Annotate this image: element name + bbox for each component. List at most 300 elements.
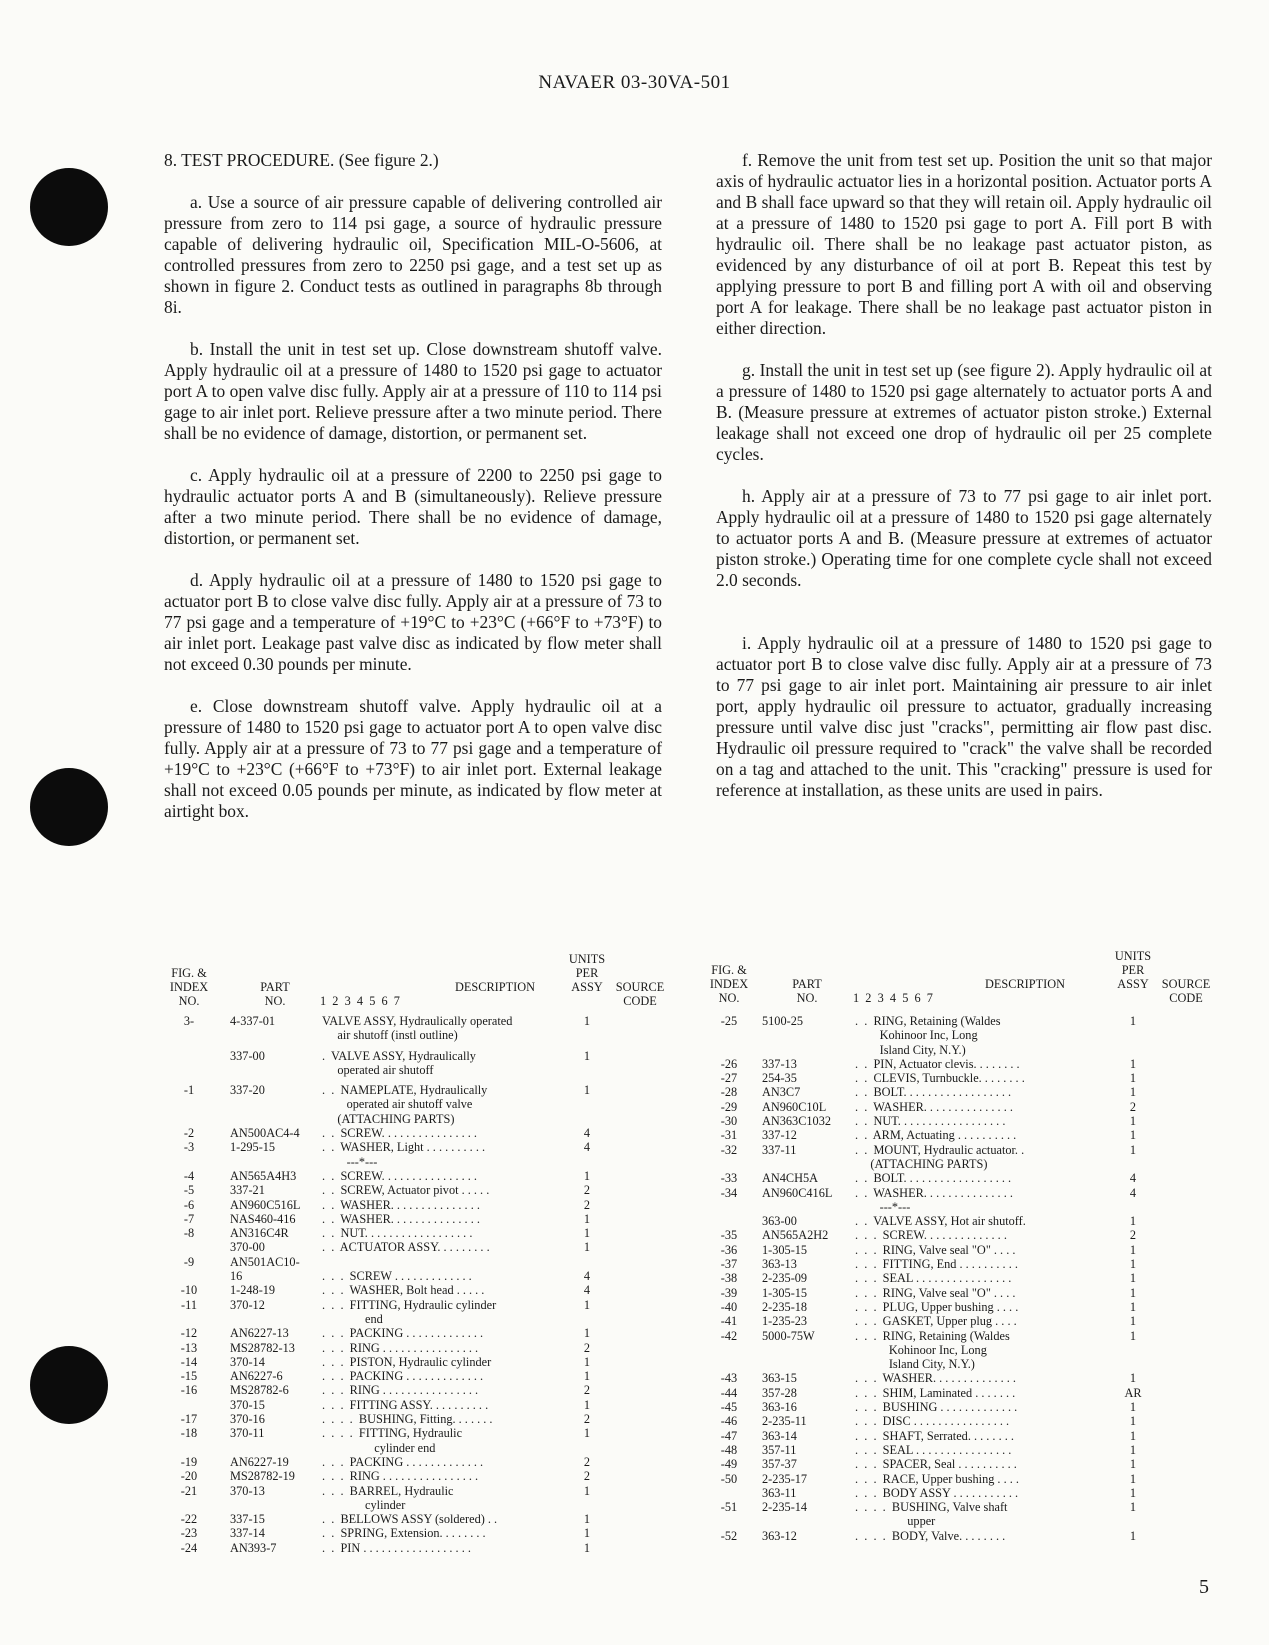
units-per-assy-cell: 1: [583, 1512, 591, 1527]
fig-index-cell: -7: [183, 1211, 195, 1226]
part-number-cell: 5100-25: [762, 1014, 803, 1028]
part-number-cell: 363-00: [762, 1214, 797, 1229]
description-cell: . . . FITTING ASSY. . . . . . . . . .: [322, 1397, 489, 1412]
units-per-assy-cell: 1: [583, 1369, 591, 1384]
part-number-cell: 2-235-18: [762, 1299, 808, 1314]
table-row: [160, 1226, 680, 1240]
description-cell: . . . PACKING . . . . . . . . . . . . .: [322, 1369, 484, 1384]
header-fig-index: FIG. & INDEX NO.: [169, 966, 209, 1008]
description-cell: . . WASHER. . . . . . . . . . . . . . .: [322, 1211, 480, 1226]
fig-index-cell: -8: [183, 1226, 195, 1241]
description-cell: . . MOUNT, Hydraulic actuator. . (ATTACHING PARTS): [855, 1142, 1025, 1171]
table-row: [700, 1400, 1220, 1414]
fig-index-cell: -23: [180, 1526, 198, 1541]
right-text-column: [716, 150, 1212, 822]
binder-hole-top: [30, 168, 108, 246]
units-per-assy-cell: 1: [583, 1483, 591, 1498]
units-per-assy-cell: 1: [583, 1083, 591, 1098]
fig-index-cell: -36: [720, 1242, 738, 1257]
description-cell: . . NUT. . . . . . . . . . . . . . . . . .: [855, 1114, 1006, 1129]
part-number-cell: 357-28: [762, 1385, 797, 1400]
table-row: [160, 1198, 680, 1212]
table-row: [700, 1386, 1220, 1400]
part-number-cell: 363-14: [762, 1428, 797, 1443]
table-row: [160, 1526, 680, 1540]
description-cell: . . . SCREW. . . . . . . . . . . . . .: [855, 1228, 1007, 1243]
fig-index-cell: -25: [720, 1014, 738, 1028]
table-row: [700, 1371, 1220, 1385]
header-levels: 1 2 3 4 5 6 7: [853, 991, 933, 1005]
binder-hole-middle: [30, 768, 108, 846]
table-row: [700, 1243, 1220, 1257]
units-per-assy-cell: 1: [1129, 1114, 1137, 1129]
description-cell: . . . RING . . . . . . . . . . . . . . . .: [322, 1340, 479, 1355]
fig-index-cell: -42: [720, 1328, 738, 1343]
part-number-cell: 357-37: [762, 1457, 797, 1472]
header-description: DESCRIPTION: [985, 977, 1065, 991]
units-per-assy-cell: 4: [583, 1140, 591, 1155]
description-cell: . . . SHIM, Laminated . . . . . . .: [855, 1385, 1016, 1400]
part-number-cell: 363-12: [762, 1528, 797, 1543]
fig-index-cell: -14: [180, 1354, 198, 1369]
fig-index-cell: -38: [720, 1271, 738, 1286]
fig-index-cell: -26: [720, 1056, 738, 1071]
fig-index-cell: -18: [180, 1426, 198, 1441]
table-row: [160, 1326, 680, 1340]
fig-index-cell: -44: [720, 1385, 738, 1400]
fig-index-cell: -17: [180, 1412, 198, 1427]
units-per-assy-cell: 1: [583, 1526, 591, 1541]
description-cell: . . WASHER, Light . . . . . . . . . . ---*---: [322, 1140, 486, 1169]
units-per-assy-cell: 1: [1129, 1285, 1137, 1300]
part-number-cell: 370-11: [230, 1426, 265, 1441]
units-per-assy-cell: 1: [1129, 1528, 1137, 1543]
part-number-cell: 2-235-14: [762, 1500, 808, 1515]
part-number-cell: 370-12: [230, 1297, 265, 1312]
description-cell: . . RING, Retaining (Waldes Kohinoor Inc, Long Island City, N.Y.): [855, 1014, 1001, 1057]
units-per-assy-cell: 2: [1129, 1228, 1137, 1243]
part-number-cell: AN565A2H2: [762, 1228, 829, 1243]
parts-list-left: [160, 952, 680, 1555]
fig-index-cell: -28: [720, 1085, 738, 1100]
table-row: [160, 1341, 680, 1355]
description-cell: . . NUT. . . . . . . . . . . . . . . . . .: [322, 1226, 473, 1241]
fig-index-cell: -24: [180, 1540, 198, 1555]
description-cell: . . BELLOWS ASSY (soldered) . .: [322, 1512, 498, 1527]
part-number-cell: AN960C416L: [762, 1185, 833, 1200]
table-row: [700, 1286, 1220, 1300]
part-number-cell: 1-305-15: [762, 1242, 808, 1257]
units-per-assy-cell: 4: [1129, 1171, 1137, 1186]
part-number-cell: 337-00: [230, 1048, 265, 1063]
units-per-assy-cell: 1: [583, 1168, 591, 1183]
part-number-cell: AN500AC4-4: [230, 1126, 300, 1141]
description-cell: . . ACTUATOR ASSY. . . . . . . . .: [322, 1240, 490, 1255]
table-row: [160, 1049, 680, 1078]
description-cell: . . . SHAFT, Serrated. . . . . . . .: [855, 1428, 1014, 1443]
units-per-assy-cell: 2: [583, 1412, 591, 1427]
description-cell: . . . BODY ASSY . . . . . . . . . . .: [855, 1485, 1019, 1500]
section-heading: 8. TEST PROCEDURE. (See figure 2.): [164, 150, 439, 170]
description-cell: . . . . FITTING, Hydraulic cylinder end: [322, 1426, 463, 1455]
table-row: [700, 1071, 1220, 1085]
part-number-cell: MS28782-13: [230, 1340, 295, 1355]
description-cell: . . . SEAL . . . . . . . . . . . . . . . .: [855, 1442, 1012, 1457]
fig-index-cell: -35: [720, 1228, 738, 1243]
table-row: [700, 1329, 1220, 1372]
header-description: DESCRIPTION: [455, 980, 535, 994]
paragraph-h: h. Apply air at a pressure of 73 to 77 psi gage to air inlet port. Apply hydraulic oil at a pressure of 1480 to 1520 psi gage alternately to actuator ports A and B. (Measure pressure at extremes of actuator piston stroke.) Operating time for one complete cycle shall not exceed 2.0 seconds.: [716, 486, 1212, 590]
description-cell: . . SCREW, Actuator pivot . . . . .: [322, 1183, 490, 1198]
fig-index-cell: -1: [183, 1083, 195, 1098]
table-row: [700, 1429, 1220, 1443]
table-row: [160, 1412, 680, 1426]
description-cell: . . . . BUSHING, Valve shaft upper: [855, 1500, 1008, 1529]
part-number-cell: AN6227-6: [230, 1369, 283, 1384]
units-per-assy-cell: 1: [1129, 1257, 1137, 1272]
fig-index-cell: -41: [720, 1314, 738, 1329]
units-per-assy-cell: 2: [583, 1197, 591, 1212]
header-fig-index: FIG. & INDEX NO.: [709, 963, 749, 1005]
units-per-assy-cell: 4: [583, 1283, 591, 1298]
part-number-cell: 337-20: [230, 1083, 265, 1098]
fig-index-cell: -49: [720, 1457, 738, 1472]
parts-table-header: [160, 952, 680, 1014]
units-per-assy-cell: AR: [1124, 1385, 1142, 1400]
part-number-cell: AN3C7: [762, 1085, 801, 1100]
part-number-cell: 1-235-23: [762, 1314, 808, 1329]
header-source-code: SOURCE CODE: [1161, 977, 1211, 1005]
units-per-assy-cell: 1: [1129, 1414, 1137, 1429]
units-per-assy-cell: 1: [1129, 1242, 1137, 1257]
part-number-cell: AN960C10L: [762, 1099, 827, 1114]
part-number-cell: AN565A4H3: [230, 1168, 297, 1183]
part-number-cell: 1-295-15: [230, 1140, 276, 1155]
fig-index-cell: -30: [720, 1114, 738, 1129]
fig-index-cell: -13: [180, 1340, 198, 1355]
units-per-assy-cell: 1: [1129, 1056, 1137, 1071]
part-number-cell: 337-14: [230, 1526, 265, 1541]
part-number-cell: 254-35: [762, 1071, 797, 1086]
part-number-cell: 370-00: [230, 1240, 265, 1255]
part-number-cell: AN6227-13: [230, 1326, 289, 1341]
description-cell: . . . RING . . . . . . . . . . . . . . . .: [322, 1469, 479, 1484]
part-number-cell: 1-305-15: [762, 1285, 808, 1300]
units-per-assy-cell: 4: [583, 1126, 591, 1141]
table-row: [160, 1212, 680, 1226]
fig-index-cell: -32: [720, 1142, 738, 1157]
part-number-cell: 5000-75W: [762, 1328, 815, 1343]
units-per-assy-cell: 4: [1129, 1185, 1137, 1200]
part-number-cell: AN960C516L: [230, 1197, 301, 1212]
header-source-code: SOURCE CODE: [615, 980, 665, 1008]
description-cell: . . . RING, Valve seal "O" . . . .: [855, 1242, 1016, 1257]
description-cell: . . SPRING, Extension. . . . . . . .: [322, 1526, 486, 1541]
units-per-assy-cell: 2: [583, 1183, 591, 1198]
description-cell: . . . DISC . . . . . . . . . . . . . . . .: [855, 1414, 1010, 1429]
units-per-assy-cell: 1: [583, 1048, 591, 1063]
fig-index-cell: -27: [720, 1071, 738, 1086]
fig-index-cell: -19: [180, 1454, 198, 1469]
units-per-assy-cell: 2: [583, 1340, 591, 1355]
table-row: [700, 1057, 1220, 1071]
description-cell: . . SCREW. . . . . . . . . . . . . . . .: [322, 1168, 477, 1183]
paragraph-a: a. Use a source of air pressure capable of delivering controlled air pressure from zero to 114 psi gage, a source of hydraulic pressure capable of delivering hydraulic oil, Specification MIL-O-5606, at controlled pressures from zero to 2250 psi gage, and a test set up as shown in figure 2. Conduct tests as outlined in paragraphs 8b through 8i.: [164, 192, 662, 317]
part-number-cell: AN393-7: [230, 1540, 277, 1555]
units-per-assy-cell: 1: [583, 1397, 591, 1412]
description-cell: . . . SCREW . . . . . . . . . . . . .: [322, 1269, 472, 1284]
units-per-assy-cell: 1: [1129, 1214, 1137, 1229]
fig-index-cell: -29: [720, 1099, 738, 1114]
description-cell: . . WASHER. . . . . . . . . . . . . . .: [855, 1099, 1013, 1114]
description-cell: . . BOLT. . . . . . . . . . . . . . . . . .: [855, 1171, 1012, 1186]
description-cell: VALVE ASSY, Hydraulically operated air shutoff (instl outline): [322, 1014, 513, 1043]
description-cell: . . . RING . . . . . . . . . . . . . . . .: [322, 1383, 479, 1398]
units-per-assy-cell: 2: [1129, 1099, 1137, 1114]
table-row: [160, 1484, 680, 1513]
header-units: UNITS PER ASSY: [568, 952, 606, 994]
fig-index-cell: -2: [183, 1126, 195, 1141]
header-units: UNITS PER ASSY: [1114, 949, 1152, 991]
units-per-assy-cell: 1: [1129, 1142, 1137, 1157]
units-per-assy-cell: 1: [1129, 1371, 1137, 1386]
part-number-cell: 363-16: [762, 1400, 797, 1415]
parts-rows-right: [700, 1014, 1220, 1543]
description-cell: . . . BARREL, Hydraulic cylinder: [322, 1483, 454, 1512]
description-cell: . . . SEAL . . . . . . . . . . . . . . . .: [855, 1271, 1012, 1286]
fig-index-cell: -22: [180, 1512, 198, 1527]
fig-index-cell: -48: [720, 1442, 738, 1457]
part-number-cell: 363-15: [762, 1371, 797, 1386]
fig-index-cell: -3: [183, 1140, 195, 1155]
table-row: [700, 1472, 1220, 1486]
description-cell: . . . FITTING, Hydraulic cylinder end: [322, 1297, 497, 1326]
fig-index-cell: -10: [180, 1283, 198, 1298]
binder-hole-bottom: [30, 1346, 108, 1424]
part-number-cell: MS28782-6: [230, 1383, 289, 1398]
units-per-assy-cell: 1: [1129, 1485, 1137, 1500]
units-per-assy-cell: 1: [1129, 1442, 1137, 1457]
header-part-no: PART NO.: [260, 980, 290, 1008]
table-row: [160, 1298, 680, 1327]
part-number-cell: NAS460-416: [230, 1211, 296, 1226]
table-row: [700, 1186, 1220, 1215]
part-number-cell: 337-12: [762, 1128, 797, 1143]
part-number-cell: 337-13: [762, 1056, 797, 1071]
units-per-assy-cell: 1: [1129, 1014, 1137, 1028]
table-row: [700, 1529, 1220, 1543]
units-per-assy-cell: 1: [1129, 1328, 1137, 1343]
table-row: [160, 1240, 680, 1254]
part-number-cell: AN316C4R: [230, 1226, 289, 1241]
part-number-cell: 363-13: [762, 1257, 797, 1272]
units-per-assy-cell: 1: [1129, 1457, 1137, 1472]
table-row: [160, 1426, 680, 1455]
table-row: [700, 1014, 1220, 1057]
units-per-assy-cell: 2: [583, 1469, 591, 1484]
table-row: [700, 1171, 1220, 1185]
part-number-cell: AN6227-19: [230, 1454, 289, 1469]
description-cell: . . . . BODY, Valve. . . . . . . .: [855, 1528, 1006, 1543]
units-per-assy-cell: 1: [1129, 1271, 1137, 1286]
fig-index-cell: -43: [720, 1371, 738, 1386]
description-cell: . . WASHER. . . . . . . . . . . . . . .: [322, 1197, 480, 1212]
description-cell: . . . PLUG, Upper bushing . . . .: [855, 1299, 1019, 1314]
description-cell: . . NAMEPLATE, Hydraulically operated air shutoff valve (ATTACHING PARTS): [322, 1083, 488, 1126]
fig-index-cell: -45: [720, 1400, 738, 1415]
table-row: [160, 1369, 680, 1383]
paragraph-g: g. Install the unit in test set up (see figure 2). Apply hydraulic oil at a pressure of 1480 to 1520 psi gage alternately to actuator ports A and B. (Measure pressure at extremes of actuator piston stroke.) External leakage shall not exceed one drop of hydraulic oil per 25 complete cycles.: [716, 360, 1212, 464]
table-row: [160, 1255, 680, 1284]
units-per-assy-cell: 1: [583, 1426, 591, 1441]
fig-index-cell: -16: [180, 1383, 198, 1398]
description-cell: . . . BUSHING . . . . . . . . . . . . .: [855, 1400, 1018, 1415]
units-per-assy-cell: 1: [1129, 1314, 1137, 1329]
table-row: [160, 1469, 680, 1483]
description-cell: . . . SPACER, Seal . . . . . . . . . .: [855, 1457, 1017, 1472]
description-cell: . . BOLT. . . . . . . . . . . . . . . . . .: [855, 1085, 1012, 1100]
units-per-assy-cell: 1: [583, 1297, 591, 1312]
units-per-assy-cell: 2: [583, 1383, 591, 1398]
fig-index-cell: -37: [720, 1257, 738, 1272]
description-cell: . . . WASHER, Bolt head . . . . .: [322, 1283, 485, 1298]
table-row: [160, 1455, 680, 1469]
description-cell: . . ARM, Actuating . . . . . . . . . .: [855, 1128, 1017, 1143]
part-number-cell: AN501AC10- 16: [230, 1254, 300, 1284]
fig-index-cell: -9: [183, 1254, 195, 1269]
part-number-cell: AN4CH5A: [762, 1171, 819, 1186]
fig-index-cell: -15: [180, 1369, 198, 1384]
fig-index-cell: -50: [720, 1471, 738, 1486]
paragraph-e: e. Close downstream shutoff valve. Apply hydraulic oil at a pressure of 1480 to 1520 psi gage to actuator port A to open valve disc fully. Apply air at a pressure of 73 to 77 psi gage and a temperature of +19°C to +23°C (+66°F to +73°F) to air inlet port. External leakage shall not exceed 0.05 pounds per minute, as indicated by flow meter at airtight box.: [164, 696, 662, 821]
fig-index-cell: -39: [720, 1285, 738, 1300]
table-row: [700, 1500, 1220, 1529]
part-number-cell: 370-15: [230, 1397, 265, 1412]
fig-index-cell: -47: [720, 1428, 738, 1443]
part-number-cell: 2-235-11: [762, 1414, 807, 1429]
table-row: [700, 1143, 1220, 1172]
table-row: [700, 1257, 1220, 1271]
description-cell: . . . PACKING . . . . . . . . . . . . .: [322, 1326, 484, 1341]
table-row: [160, 1512, 680, 1526]
fig-index-cell: -12: [180, 1326, 198, 1341]
fig-index-cell: -33: [720, 1171, 738, 1186]
table-row: [700, 1100, 1220, 1114]
table-row: [700, 1214, 1220, 1228]
description-cell: . . . PACKING . . . . . . . . . . . . .: [322, 1454, 484, 1469]
paragraph-b: b. Install the unit in test set up. Close downstream shutoff valve. Apply hydraulic oil at a pressure of 1480 to 1520 psi gage to actuator port A to open valve disc fully. Apply air at a pressure of 110 to 114 psi gage to air inlet port. Relieve pressure after a two minute period. There shall be no evidence of damage, distortion, or permanent set.: [164, 339, 662, 443]
fig-index-cell: -11: [181, 1297, 197, 1312]
fig-index-cell: -40: [720, 1299, 738, 1314]
description-cell: . . CLEVIS, Turnbuckle. . . . . . . .: [855, 1071, 1025, 1086]
description-cell: . . PIN, Actuator clevis. . . . . . . .: [855, 1056, 1020, 1071]
fig-index-cell: -5: [183, 1183, 195, 1198]
document-number-header: NAVAER 03-30VA-501: [538, 72, 731, 93]
fig-index-cell: -46: [720, 1414, 738, 1429]
units-per-assy-cell: 1: [1129, 1085, 1137, 1100]
units-per-assy-cell: 1: [583, 1540, 591, 1555]
table-row: [700, 1114, 1220, 1128]
fig-index-cell: -6: [183, 1197, 195, 1212]
paragraph-d: d. Apply hydraulic oil at a pressure of 1480 to 1520 psi gage to actuator port B to close valve disc fully. Apply air at a pressure of 73 to 77 psi gage and a temperature of +19°C to +23°C (+66°F to +73°F) to air inlet port. Leakage past valve disc as indicated by flow meter shall not exceed 0.30 pounds per minute.: [164, 570, 662, 674]
part-number-cell: 337-21: [230, 1183, 265, 1198]
units-per-assy-cell: 1: [1129, 1128, 1137, 1143]
table-row: [700, 1414, 1220, 1428]
table-row: [700, 1228, 1220, 1242]
part-number-cell: 337-11: [762, 1142, 797, 1157]
units-per-assy-cell: 1: [1129, 1500, 1137, 1515]
description-cell: . . . . BUSHING, Fitting. . . . . . .: [322, 1412, 493, 1427]
table-row: [160, 1355, 680, 1369]
units-per-assy-cell: 1: [583, 1211, 591, 1226]
units-per-assy-cell: 1: [583, 1014, 591, 1028]
parts-table-header: [700, 949, 1220, 1014]
description-cell: . . . PISTON, Hydraulic cylinder: [322, 1354, 492, 1369]
header-part-no: PART NO.: [792, 977, 822, 1005]
units-per-assy-cell: 1: [1129, 1299, 1137, 1314]
fig-index-cell: -21: [180, 1483, 198, 1498]
fig-index-cell: -20: [180, 1469, 198, 1484]
part-number-cell: 370-16: [230, 1412, 265, 1427]
fig-index-cell: -34: [720, 1185, 738, 1200]
table-row: [160, 1014, 680, 1043]
table-row: [160, 1398, 680, 1412]
table-row: [700, 1085, 1220, 1099]
part-number-cell: 337-15: [230, 1512, 265, 1527]
table-row: [160, 1083, 680, 1126]
part-number-cell: 370-13: [230, 1483, 265, 1498]
units-per-assy-cell: 1: [583, 1354, 591, 1369]
page-number: 5: [1199, 1576, 1209, 1598]
units-per-assy-cell: 1: [583, 1226, 591, 1241]
table-row: [700, 1314, 1220, 1328]
description-cell: . . . FITTING, End . . . . . . . . . .: [855, 1257, 1018, 1272]
description-cell: . . WASHER. . . . . . . . . . . . . . . ---*---: [855, 1185, 1013, 1214]
table-row: [160, 1169, 680, 1183]
description-cell: . . PIN . . . . . . . . . . . . . . . . . .: [322, 1540, 471, 1555]
description-cell: . . VALVE ASSY, Hot air shutoff.: [855, 1214, 1026, 1229]
table-row: [160, 1126, 680, 1140]
units-per-assy-cell: 1: [583, 1240, 591, 1255]
units-per-assy-cell: 1: [1129, 1400, 1137, 1415]
part-number-cell: 1-248-19: [230, 1283, 276, 1298]
paragraph-i: i. Apply hydraulic oil at a pressure of 1480 to 1520 psi gage to actuator port B to close valve disc fully. Apply air at a pressure of 73 to 77 psi gage to air inlet port. Maintaining air pressure to air inlet port, apply hydraulic oil pressure to actuator, gradually increasing pressure until valve disc just "cracks", permitting air flow past disc. Hydraulic oil pressure required to "crack" the valve shall be recorded on a tag and attached to the unit. This "cracking" pressure is used for reference at installation, as these units are used in pairs.: [716, 633, 1212, 800]
description-cell: . . . GASKET, Upper plug . . . .: [855, 1314, 1017, 1329]
fig-index-cell: 3-: [183, 1014, 195, 1028]
paragraph-c: c. Apply hydraulic oil at a pressure of 2200 to 2250 psi gage to hydraulic actuator ports A and B (simultaneously). Relieve pressure after a two minute period. There shall be no evidence of damage, distortion, or permanent set.: [164, 465, 662, 548]
description-cell: . VALVE ASSY, Hydraulically operated air shutoff: [322, 1048, 476, 1077]
part-number-cell: 363-11: [762, 1485, 797, 1500]
table-row: [700, 1443, 1220, 1457]
table-row: [160, 1140, 680, 1169]
table-row: [160, 1183, 680, 1197]
part-number-cell: 2-235-09: [762, 1271, 808, 1286]
table-row: [700, 1128, 1220, 1142]
table-row: [700, 1300, 1220, 1314]
parts-rows-left: [160, 1014, 680, 1555]
description-cell: . . SCREW. . . . . . . . . . . . . . . .: [322, 1126, 477, 1141]
table-row: [160, 1283, 680, 1297]
fig-index-cell: -52: [720, 1528, 738, 1543]
table-row: [700, 1271, 1220, 1285]
fig-index-cell: -51: [720, 1500, 738, 1515]
units-per-assy-cell: 1: [583, 1326, 591, 1341]
description-cell: . . . RACE, Upper bushing . . . .: [855, 1471, 1019, 1486]
units-per-assy-cell: 1: [1129, 1071, 1137, 1086]
table-row: [160, 1383, 680, 1397]
fig-index-cell: -31: [720, 1128, 738, 1143]
part-number-cell: 370-14: [230, 1354, 265, 1369]
